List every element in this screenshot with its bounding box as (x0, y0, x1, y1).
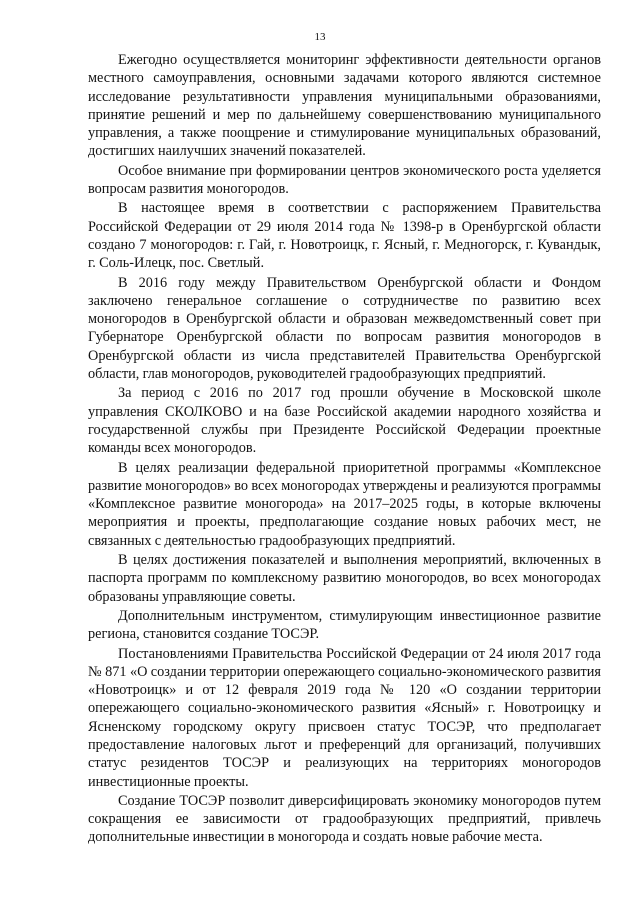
document-body (88, 51, 601, 848)
paragraph-tosar-benefits: Создание ТОСЭР позволит диверсифицировать экономику моногородов путем сокращения ее зависимости от градообразующих предприятий, привлечь дополнительные инвестиции в моногорода и создать новые рабочие места. (88, 792, 601, 846)
paragraph-training: За период с 2016 по 2017 год прошли обучение в Московской школе управления СКОЛКОВО и на базе Российской академии народного хозяйства и государственной службы при Президенте Российской Федерации проектные команды всех моногородов. (88, 385, 601, 457)
paragraph-monitoring: Ежегодно осуществляется мониторинг эффективности деятельности органов местного самоуправления, основными задачами которого являются системное исследование результативности управления муниципальными образованиями, принятие решений и мер по дальнейшему совершенствованию муниципального управления, а также поощрение и стимулирование муниципальных образований, достигших наилучших значений показателей. (88, 52, 601, 160)
page-number: 13 (314, 31, 326, 43)
paragraph-resolutions: Постановлениями Правительства Российской Федерации от 24 июля 2017 года № 871 «О создании территории опережающего социально-экономического развития «Новотроицк» и от 12 февраля 2019 года № 120 «О создании территории опережающего социально-экономического развития «Ясный» г. Новотроицку и Ясненскому городскому округу присвоен статус ТОСЭР, что предполагает предоставление налоговых льгот и преференций для организаций, получивших статус резидентов ТОСЭР и реализующих на территориях моногородов инвестиционные проекты. (88, 645, 601, 790)
paragraph-programs: В целях реализации федеральной приоритетной программы «Комплексное развитие моногородов» во всех моногородах утверждены и реализуются программы «Комплексное развитие моногорода» на 2017–2025 годы, в которые включены мероприятия и проекты, предполагающие создание новых рабочих мест, не связанных с деятельностью градообразующих предприятий. (88, 459, 601, 549)
paragraph-agreement-2016: В 2016 году между Правительством Оренбургской области и Фондом заключено генеральное соглашение о сотрудничестве по развитию всех моногородов в Оренбургской области и образован межведомственный совет при Губернаторе Оренбургской области по вопросам развития моногородов в Оренбургской области из числа представителей Правительства Оренбургской области, глав моногородов, руководителей градообразующих предприятий. (88, 274, 601, 383)
paragraph-monotowns-attention: Особое внимание при формировании центров экономического роста уделяется вопросам развития моногородов. (88, 162, 601, 198)
paragraph-monotowns-list: В настоящее время в соответствии с распоряжением Правительства Российской Федерации от 29 июля 2014 года № 1398-р в Оренбургской области создано 7 моногородов: г. Гай, г. Новотроицк, г. Ясный, г. Медногорск, г. Кувандык, г. Соль-Илецк, пос. Светлый. (88, 200, 601, 272)
paragraph-councils: В целях достижения показателей и выполнения мероприятий, включенных в паспорта программ по комплексному развитию моногородов, во всех моногородах образованы управляющие советы. (88, 552, 601, 605)
paragraph-additional-tool: Дополнительным инструментом, стимулирующим инвестиционное развитие региона, становится создание ТОСЭР. (88, 607, 601, 643)
